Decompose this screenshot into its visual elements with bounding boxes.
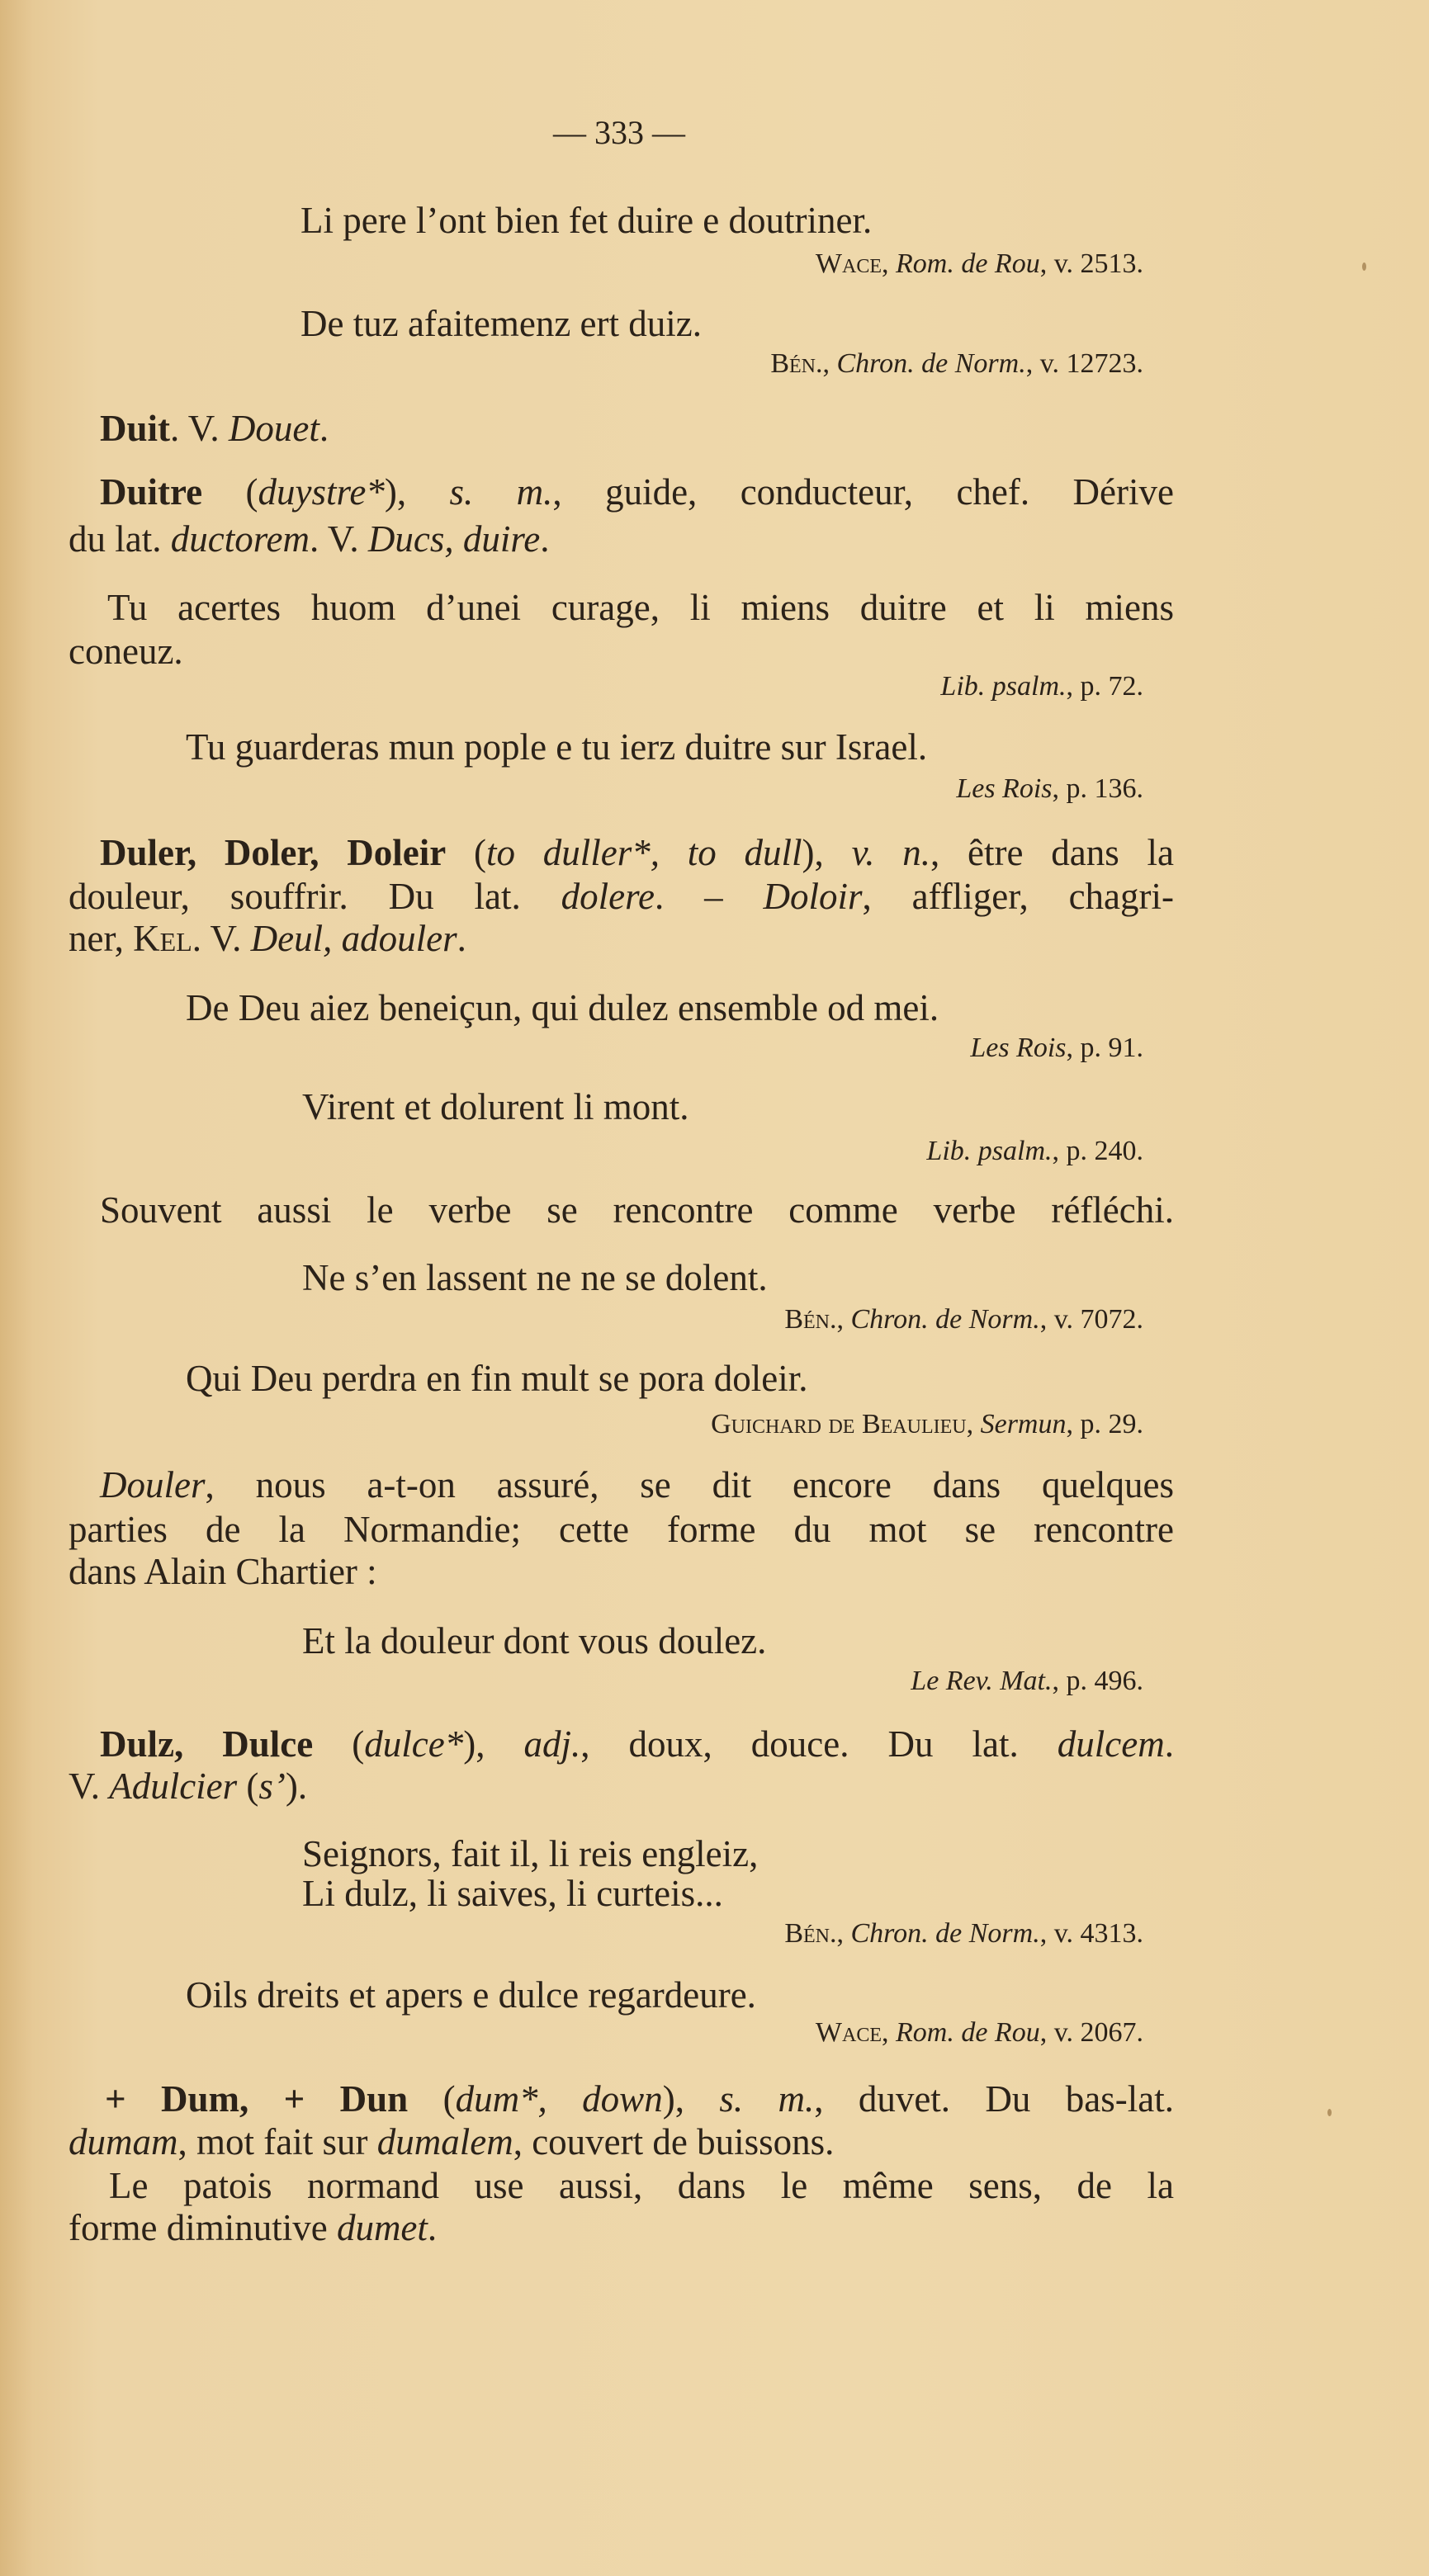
italic-run: Les Rois bbox=[956, 773, 1053, 804]
text-run: V. bbox=[69, 1765, 110, 1807]
text-run: , bbox=[882, 248, 897, 279]
text-run: , v. 12723. bbox=[1025, 348, 1143, 379]
text-run: ., bbox=[830, 1918, 851, 1949]
text-run: parties de la Normandie; cette forme du mot se rencontre bbox=[69, 1509, 1174, 1550]
text-run: , bbox=[966, 1409, 981, 1439]
text-run: ner, bbox=[69, 918, 134, 959]
citation-line bbox=[770, 343, 1143, 385]
quotation-line bbox=[186, 726, 927, 768]
text-run: ( bbox=[202, 471, 258, 513]
author-name: Bén bbox=[770, 348, 816, 379]
text-line bbox=[100, 407, 329, 450]
text-line bbox=[69, 630, 183, 673]
headword: + Dum, + Dun bbox=[105, 2078, 409, 2120]
quotation-line bbox=[186, 1357, 808, 1400]
text-run: douleur, souffrir. Du lat. bbox=[69, 876, 561, 917]
text-line bbox=[100, 1723, 1174, 1765]
text-line bbox=[100, 1189, 1174, 1231]
text-run: . bbox=[1164, 1723, 1174, 1765]
italic-run: Doloir bbox=[763, 876, 863, 917]
italic-run: dum*, down bbox=[455, 2078, 663, 2120]
text-run: ., bbox=[830, 1304, 851, 1335]
text-run: . V. bbox=[192, 918, 251, 959]
italic-run: v. n. bbox=[851, 832, 930, 873]
text-run: ), bbox=[384, 471, 450, 513]
text-run: Li dulz, li saives, li curteis... bbox=[302, 1873, 723, 1914]
italic-run: Rom. de Rou bbox=[896, 2017, 1040, 2048]
text-run: , bbox=[882, 2017, 897, 2048]
italic-run: Lib. psalm. bbox=[940, 671, 1067, 702]
citation-line bbox=[956, 768, 1143, 811]
headword: Dulz, Dulce bbox=[100, 1723, 314, 1765]
author-name: Bén bbox=[784, 1304, 830, 1335]
text-run: , affliger, chagri- bbox=[862, 876, 1175, 917]
italic-run: Chron. de Norm. bbox=[836, 348, 1026, 379]
text-run: Et la douleur dont vous doulez. bbox=[302, 1620, 767, 1661]
text-line bbox=[100, 1463, 1174, 1506]
quotation-line bbox=[302, 1619, 766, 1662]
italic-run: Le Rev. Mat. bbox=[911, 1666, 1053, 1696]
text-run: dans Alain Chartier : bbox=[69, 1551, 377, 1592]
headword: Duitre bbox=[100, 471, 203, 513]
paper-speck bbox=[1327, 2109, 1332, 2116]
text-run: . V. bbox=[170, 408, 229, 449]
text-run: , p. 136. bbox=[1052, 773, 1143, 804]
text-run: . – bbox=[654, 876, 764, 917]
italic-run: Chron. de Norm. bbox=[850, 1918, 1040, 1949]
text-run: . bbox=[457, 918, 466, 959]
text-run: . bbox=[427, 2207, 438, 2248]
text-line bbox=[100, 831, 1174, 874]
citation-line bbox=[940, 665, 1143, 708]
text-run: ), bbox=[802, 832, 852, 873]
italic-run: Rom. de Rou bbox=[896, 248, 1040, 279]
headword: Duit bbox=[100, 408, 171, 449]
text-line bbox=[69, 1765, 307, 1808]
text-run: , p. 496. bbox=[1052, 1666, 1143, 1696]
page-number: — 333 — bbox=[553, 114, 685, 151]
italic-run: Douet bbox=[228, 408, 319, 449]
text-run: Souvent aussi le verbe se rencontre comme verbe réfléchi. bbox=[100, 1189, 1174, 1231]
italic-run: dulcem bbox=[1057, 1723, 1165, 1765]
italic-run: s’ bbox=[258, 1765, 286, 1807]
text-line bbox=[69, 2120, 834, 2163]
italic-run: Sermun bbox=[980, 1409, 1067, 1439]
text-run: ( bbox=[237, 1765, 259, 1807]
text-run: ), bbox=[463, 1723, 524, 1765]
text-run: , v. 4313. bbox=[1039, 1918, 1143, 1949]
italic-run: adj. bbox=[523, 1723, 581, 1765]
text-run: Li pere l’ont bien fet duire e doutriner. bbox=[300, 200, 873, 241]
citation-line bbox=[911, 1660, 1143, 1703]
italic-run: dumam bbox=[69, 2121, 178, 2162]
text-run: , duvet. Du bas-lat. bbox=[814, 2078, 1174, 2120]
text-run: forme diminutive bbox=[69, 2207, 337, 2248]
quotation-line bbox=[300, 302, 702, 345]
text-run: , nous a-t-on assuré, se dit encore dans quelques bbox=[205, 1464, 1174, 1505]
text-run: ( bbox=[408, 2078, 456, 2120]
italic-run: s. m. bbox=[449, 471, 553, 513]
text-line bbox=[69, 1550, 377, 1593]
italic-run: Les Rois bbox=[970, 1033, 1067, 1063]
text-run: . V. bbox=[310, 518, 368, 560]
text-run: , être dans la bbox=[930, 832, 1174, 873]
text-line bbox=[69, 2206, 437, 2249]
quotation-line bbox=[186, 986, 939, 1029]
citation-line bbox=[970, 1027, 1143, 1070]
text-run: Le patois normand use aussi, dans le même sens, de la bbox=[109, 2165, 1174, 2206]
citation-line bbox=[816, 243, 1143, 286]
text-run: , guide, conducteur, chef. Dérive bbox=[552, 471, 1174, 513]
text-run: , v. 2513. bbox=[1039, 248, 1143, 279]
text-run: Ne s’en lassent ne ne se dolent. bbox=[302, 1257, 768, 1298]
author-name: Bén bbox=[784, 1918, 830, 1949]
text-line bbox=[105, 2077, 1174, 2120]
text-run: , v. 2067. bbox=[1039, 2017, 1143, 2048]
text-run: coneuz. bbox=[69, 631, 183, 672]
italic-run: Chron. de Norm. bbox=[850, 1304, 1040, 1335]
citation-line bbox=[816, 2011, 1143, 2054]
citation-line bbox=[926, 1130, 1143, 1173]
text-run: ., bbox=[816, 348, 837, 379]
quotation-line bbox=[302, 1085, 688, 1128]
italic-run: dolere bbox=[561, 876, 655, 917]
quotation-line bbox=[300, 199, 872, 242]
quotation-line bbox=[302, 1832, 758, 1875]
italic-run: s. m. bbox=[719, 2078, 815, 2120]
text-line bbox=[69, 1508, 1174, 1551]
italic-run: Deul, adouler bbox=[250, 918, 457, 959]
italic-run: ductorem bbox=[170, 518, 310, 560]
text-run: , p. 29. bbox=[1066, 1409, 1143, 1439]
text-line bbox=[107, 586, 1174, 629]
text-run: ( bbox=[313, 1723, 365, 1765]
text-line bbox=[109, 2164, 1174, 2207]
quotation-line bbox=[302, 1872, 723, 1915]
italic-run: Ducs, duire bbox=[367, 518, 541, 560]
citation-line bbox=[784, 1298, 1143, 1341]
text-run: Qui Deu perdra en fin mult se pora doleir. bbox=[186, 1358, 808, 1399]
text-line bbox=[69, 518, 549, 560]
paper-speck bbox=[1362, 262, 1366, 271]
text-run: Tu acertes huom d’unei curage, li miens duitre et li miens bbox=[107, 587, 1174, 628]
text-run: , doux, douce. Du lat. bbox=[580, 1723, 1058, 1765]
text-run: , p. 72. bbox=[1066, 671, 1143, 702]
citation-line bbox=[784, 1912, 1143, 1955]
italic-run: duystre* bbox=[258, 471, 385, 513]
text-run: du lat. bbox=[69, 518, 171, 560]
italic-run: dumalem bbox=[376, 2121, 513, 2162]
italic-run: Adulcier bbox=[109, 1765, 238, 1807]
text-run: ), bbox=[662, 2078, 720, 2120]
text-run: Seignors, fait il, li reis engleiz, bbox=[302, 1833, 759, 1874]
author-name: Wace bbox=[815, 2017, 882, 2048]
text-run: Oils dreits et apers e dulce regardeure. bbox=[186, 1974, 756, 2016]
text-run: . bbox=[319, 408, 329, 449]
italic-run: Douler bbox=[100, 1464, 206, 1505]
text-run: , v. 7072. bbox=[1039, 1304, 1143, 1335]
text-run: ). bbox=[285, 1765, 308, 1807]
text-run: , p. 91. bbox=[1066, 1033, 1143, 1063]
text-line bbox=[100, 470, 1174, 513]
quotation-line bbox=[302, 1256, 768, 1299]
text-line bbox=[69, 875, 1174, 918]
italic-run: dumet bbox=[336, 2207, 428, 2248]
text-run: Tu guarderas mun pople e tu ierz duitre sur Israel. bbox=[186, 726, 928, 768]
author-name: Kel bbox=[133, 918, 192, 959]
text-run: , mot fait sur bbox=[177, 2121, 377, 2162]
text-run: . bbox=[540, 518, 550, 560]
text-run: De tuz afaitemenz ert duiz. bbox=[300, 303, 702, 344]
italic-run: Lib. psalm. bbox=[926, 1136, 1053, 1166]
italic-run: to duller*, to dull bbox=[485, 832, 802, 873]
text-run: ( bbox=[446, 832, 486, 873]
quotation-line bbox=[186, 1973, 756, 2016]
headword: Duler, Doler, Doleir bbox=[100, 832, 447, 873]
text-run: , couvert de buissons. bbox=[513, 2121, 835, 2162]
author-name: Wace bbox=[815, 248, 882, 279]
text-run: , p. 240. bbox=[1052, 1136, 1143, 1166]
author-name: Guichard de Beaulieu bbox=[711, 1409, 967, 1439]
italic-run: dulce* bbox=[364, 1723, 464, 1765]
text-run: Virent et dolurent li mont. bbox=[302, 1086, 689, 1127]
text-line bbox=[69, 917, 466, 960]
citation-line bbox=[711, 1403, 1143, 1446]
text-run: De Deu aiez beneiçun, qui dulez ensemble od mei. bbox=[186, 987, 939, 1028]
